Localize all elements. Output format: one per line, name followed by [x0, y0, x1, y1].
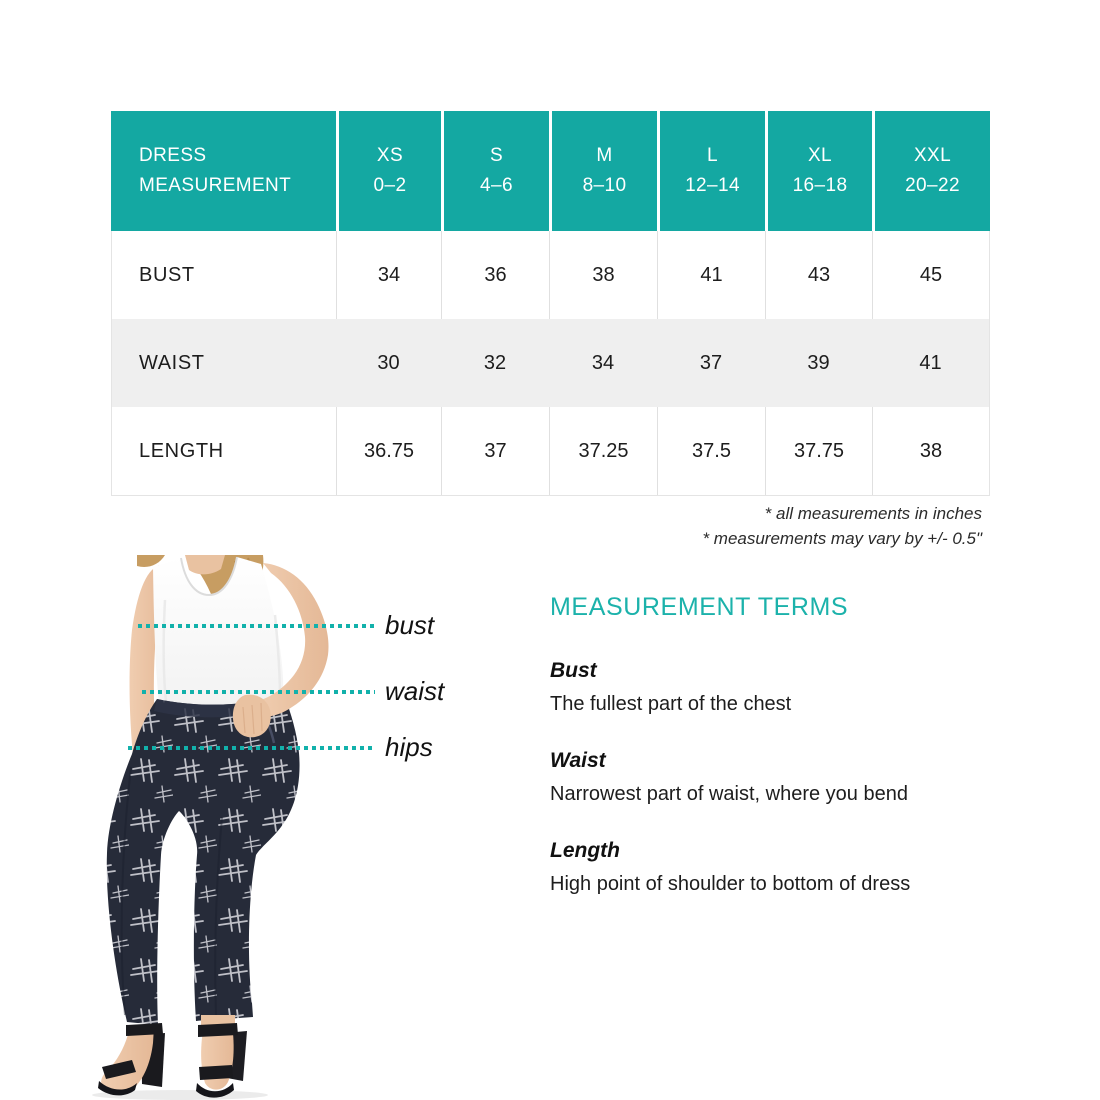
measurement-terms-title: MEASUREMENT TERMS [550, 593, 849, 621]
bust-guide-line [138, 624, 375, 628]
header-cell-xs [336, 111, 441, 231]
pants [107, 695, 300, 1025]
cell-value: 37.5 [657, 407, 765, 495]
footnote-variance: * measurements may vary by +/- 0.5" [702, 529, 982, 548]
row-label: BUST [139, 263, 195, 286]
term-definition: High point of shoulder to bottom of dress [550, 873, 911, 895]
size-range: 20–22 [905, 175, 960, 196]
header-cell-l [657, 111, 765, 231]
footnotes [702, 501, 982, 551]
table-row-length [112, 407, 989, 495]
model-photo [85, 555, 385, 1100]
cell-value: 30 [377, 351, 400, 374]
size-label: XS [376, 145, 404, 166]
hips-guide-line [128, 746, 375, 750]
cell-value: 45 [872, 231, 989, 319]
cell-value: 34 [336, 231, 441, 319]
size-table [111, 111, 990, 496]
size-range: 16–18 [792, 175, 848, 196]
cell-value: 37 [699, 351, 723, 374]
right-sandal [196, 1015, 247, 1098]
cell-value: 38 [872, 407, 989, 495]
header-cell-s [441, 111, 549, 231]
cell-value: 41 [657, 231, 765, 319]
size-label: XXL [913, 145, 952, 166]
header-cell-xxl [872, 111, 990, 231]
model-figure-illustration [85, 555, 385, 1100]
hips-guide-label: hips [385, 732, 433, 762]
term-definition: Narrowest part of waist, where you bend [550, 783, 908, 805]
footnote-inches: * all measurements in inches [764, 504, 982, 523]
table-row-bust [112, 231, 989, 319]
cell-value: 37.25 [549, 407, 657, 495]
cell-value: 37.75 [765, 407, 872, 495]
term-name: Length [550, 839, 620, 862]
size-label: M [596, 145, 613, 166]
header-title-line2: MEASUREMENT [139, 175, 292, 196]
term-definition: The fullest part of the chest [550, 693, 792, 715]
size-table-header [111, 111, 990, 231]
cell-value: 36.75 [336, 407, 441, 495]
term-item-waist [550, 749, 1020, 808]
header-cell-m [549, 111, 657, 231]
cell-value: 32 [483, 351, 507, 374]
cell-value: 43 [765, 231, 872, 319]
cell-value: 39 [807, 351, 830, 374]
bust-guide-label: bust [385, 610, 435, 640]
size-range: 0–2 [373, 175, 407, 196]
cell-value: 36 [441, 231, 549, 319]
header-cell-xl [765, 111, 872, 231]
size-range: 8–10 [582, 175, 627, 196]
table-row-waist [112, 319, 989, 407]
term-item-length [550, 839, 1020, 898]
left-sandal [98, 1023, 165, 1095]
cell-value: 41 [919, 351, 942, 374]
measurement-terms-section [550, 593, 1020, 929]
size-range: 12–14 [685, 175, 740, 196]
size-range: 4–6 [480, 175, 513, 196]
term-name: Bust [550, 659, 597, 682]
size-table-body [111, 231, 990, 496]
size-label: L [707, 145, 718, 166]
term-item-bust [550, 659, 1020, 718]
term-name: Waist [550, 749, 606, 772]
cell-value: 37 [441, 407, 549, 495]
cell-value: 34 [591, 351, 615, 374]
waist-guide-line [142, 690, 375, 694]
cell-value: 38 [549, 231, 657, 319]
row-label: LENGTH [139, 439, 224, 462]
size-label: XL [807, 145, 833, 166]
waist-guide-label: waist [385, 676, 445, 706]
header-title-line1: DRESS [139, 145, 207, 166]
size-label: S [489, 145, 504, 166]
row-label: WAIST [139, 351, 205, 374]
header-cell-dress-measurement [111, 111, 336, 231]
